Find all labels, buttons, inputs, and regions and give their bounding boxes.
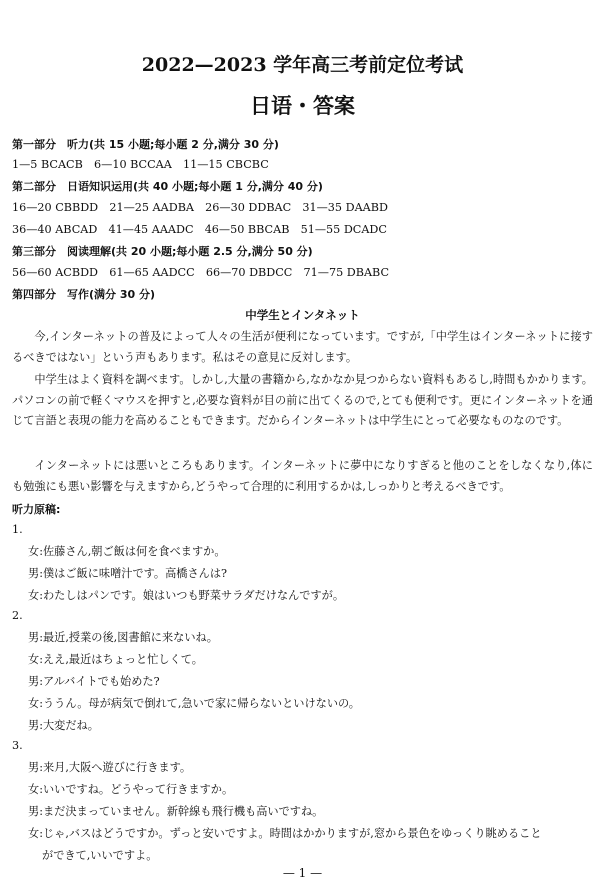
dialogue-2-number: 2. <box>12 609 23 622</box>
dialogue-line: 男:来月,大阪へ遊びに行きます。 <box>28 761 192 774</box>
section-3-answers: 56—60 ACBDD 61—65 AADCC 66—70 DBDCC 71—75 DBABC <box>12 266 390 279</box>
section-2-answers-row-1: 16—20 CBBDD 21—25 AADBA 26—30 DDBAC 31—35 DAABD <box>12 201 388 214</box>
dialogue-line: 男:僕はご飯に味噌汁です。高橋さんは? <box>28 567 228 580</box>
section-1-title: 第一部分 听力(共 15 小题;每小题 2 分,满分 30 分) <box>12 138 279 151</box>
dialogue-line: 男:最近,授業の後,図書館に来ないね。 <box>28 631 218 644</box>
dialogue-line: 男:大変だね。 <box>28 719 99 732</box>
essay-paragraph-3: インターネットには悪いところもあります。インターネットに夢中になりすぎると他のことをしなくなり,体にも勉強にも悪い影響を与えますから,どうやって合理的に利用するかは,しっかりと考えるべきです。 <box>12 459 593 493</box>
exam-subtitle: 日语・答案 <box>250 93 355 118</box>
page-number: — 1 — <box>282 866 323 880</box>
dialogue-line-continuation: ができて,いいですよ。 <box>42 849 158 862</box>
dialogue-line: 女:佐藤さん,朝ご飯は何を食べますか。 <box>28 545 226 558</box>
dialogue-line: 女:いいですね。どうやって行きますか。 <box>28 783 234 796</box>
dialogue-line: 女:わたしはパンです。娘はいつも野菜サラダだけなんですが。 <box>28 589 345 602</box>
essay-paragraph-1: 今,インターネットの普及によって人々の生活が便利になっています。ですが,「中学生はインターネットに接するべきではない」という声もあります。私はその意見に反対します。 <box>12 330 593 364</box>
dialogue-line: 女:ううん。母が病気で倒れて,急いで家に帰らないといけないの。 <box>28 697 360 710</box>
section-4-title: 第四部分 写作(满分 30 分) <box>12 288 156 301</box>
section-1-answers: 1—5 BCACB 6—10 BCCAA 11—15 CBCBC <box>12 158 269 171</box>
essay-paragraph-2: 中学生はよく資料を調べます。しかし,大量の書籍から,なかなか見つからない資料もあるし,時間もかかります。パソコンの前で軽くマウスを押すと,必要な資料が目の前に出てくるので,とても便利です。更にインターネットを通じて言語と表現の能力を高めることもできます。だからインターネットは中学生にとって必要なものなのです。 <box>12 373 593 427</box>
section-2-title: 第二部分 日语知识运用(共 40 小题;每小题 1 分,满分 40 分) <box>12 180 323 193</box>
transcript-heading: 听力原稿: <box>12 503 61 516</box>
dialogue-1-number: 1. <box>12 523 23 536</box>
dialogue-line: 男:まだ決まっていません。新幹線も飛行機も高いですね。 <box>28 805 324 818</box>
dialogue-line: 男:アルバイトでも始めた? <box>28 675 160 688</box>
exam-title: 2022—2023 学年高三考前定位考试 <box>141 54 464 76</box>
dialogue-line: 女:じゃ,バスはどうですか。ずっと安いですよ。時間はかかりますが,窓から景色をゆっくり眺めること <box>28 827 542 840</box>
section-3-title: 第三部分 阅读理解(共 20 小题;每小题 2.5 分,满分 50 分) <box>12 245 313 258</box>
dialogue-line: 女:ええ,最近はちょっと忙しくて。 <box>28 653 203 666</box>
essay-title: 中学生とインタネット <box>245 308 360 322</box>
section-2-answers-row-2: 36—40 ABCAD 41—45 AAADC 46—50 BBCAB 51—55 DCADC <box>12 223 387 236</box>
dialogue-3-number: 3. <box>12 739 23 752</box>
